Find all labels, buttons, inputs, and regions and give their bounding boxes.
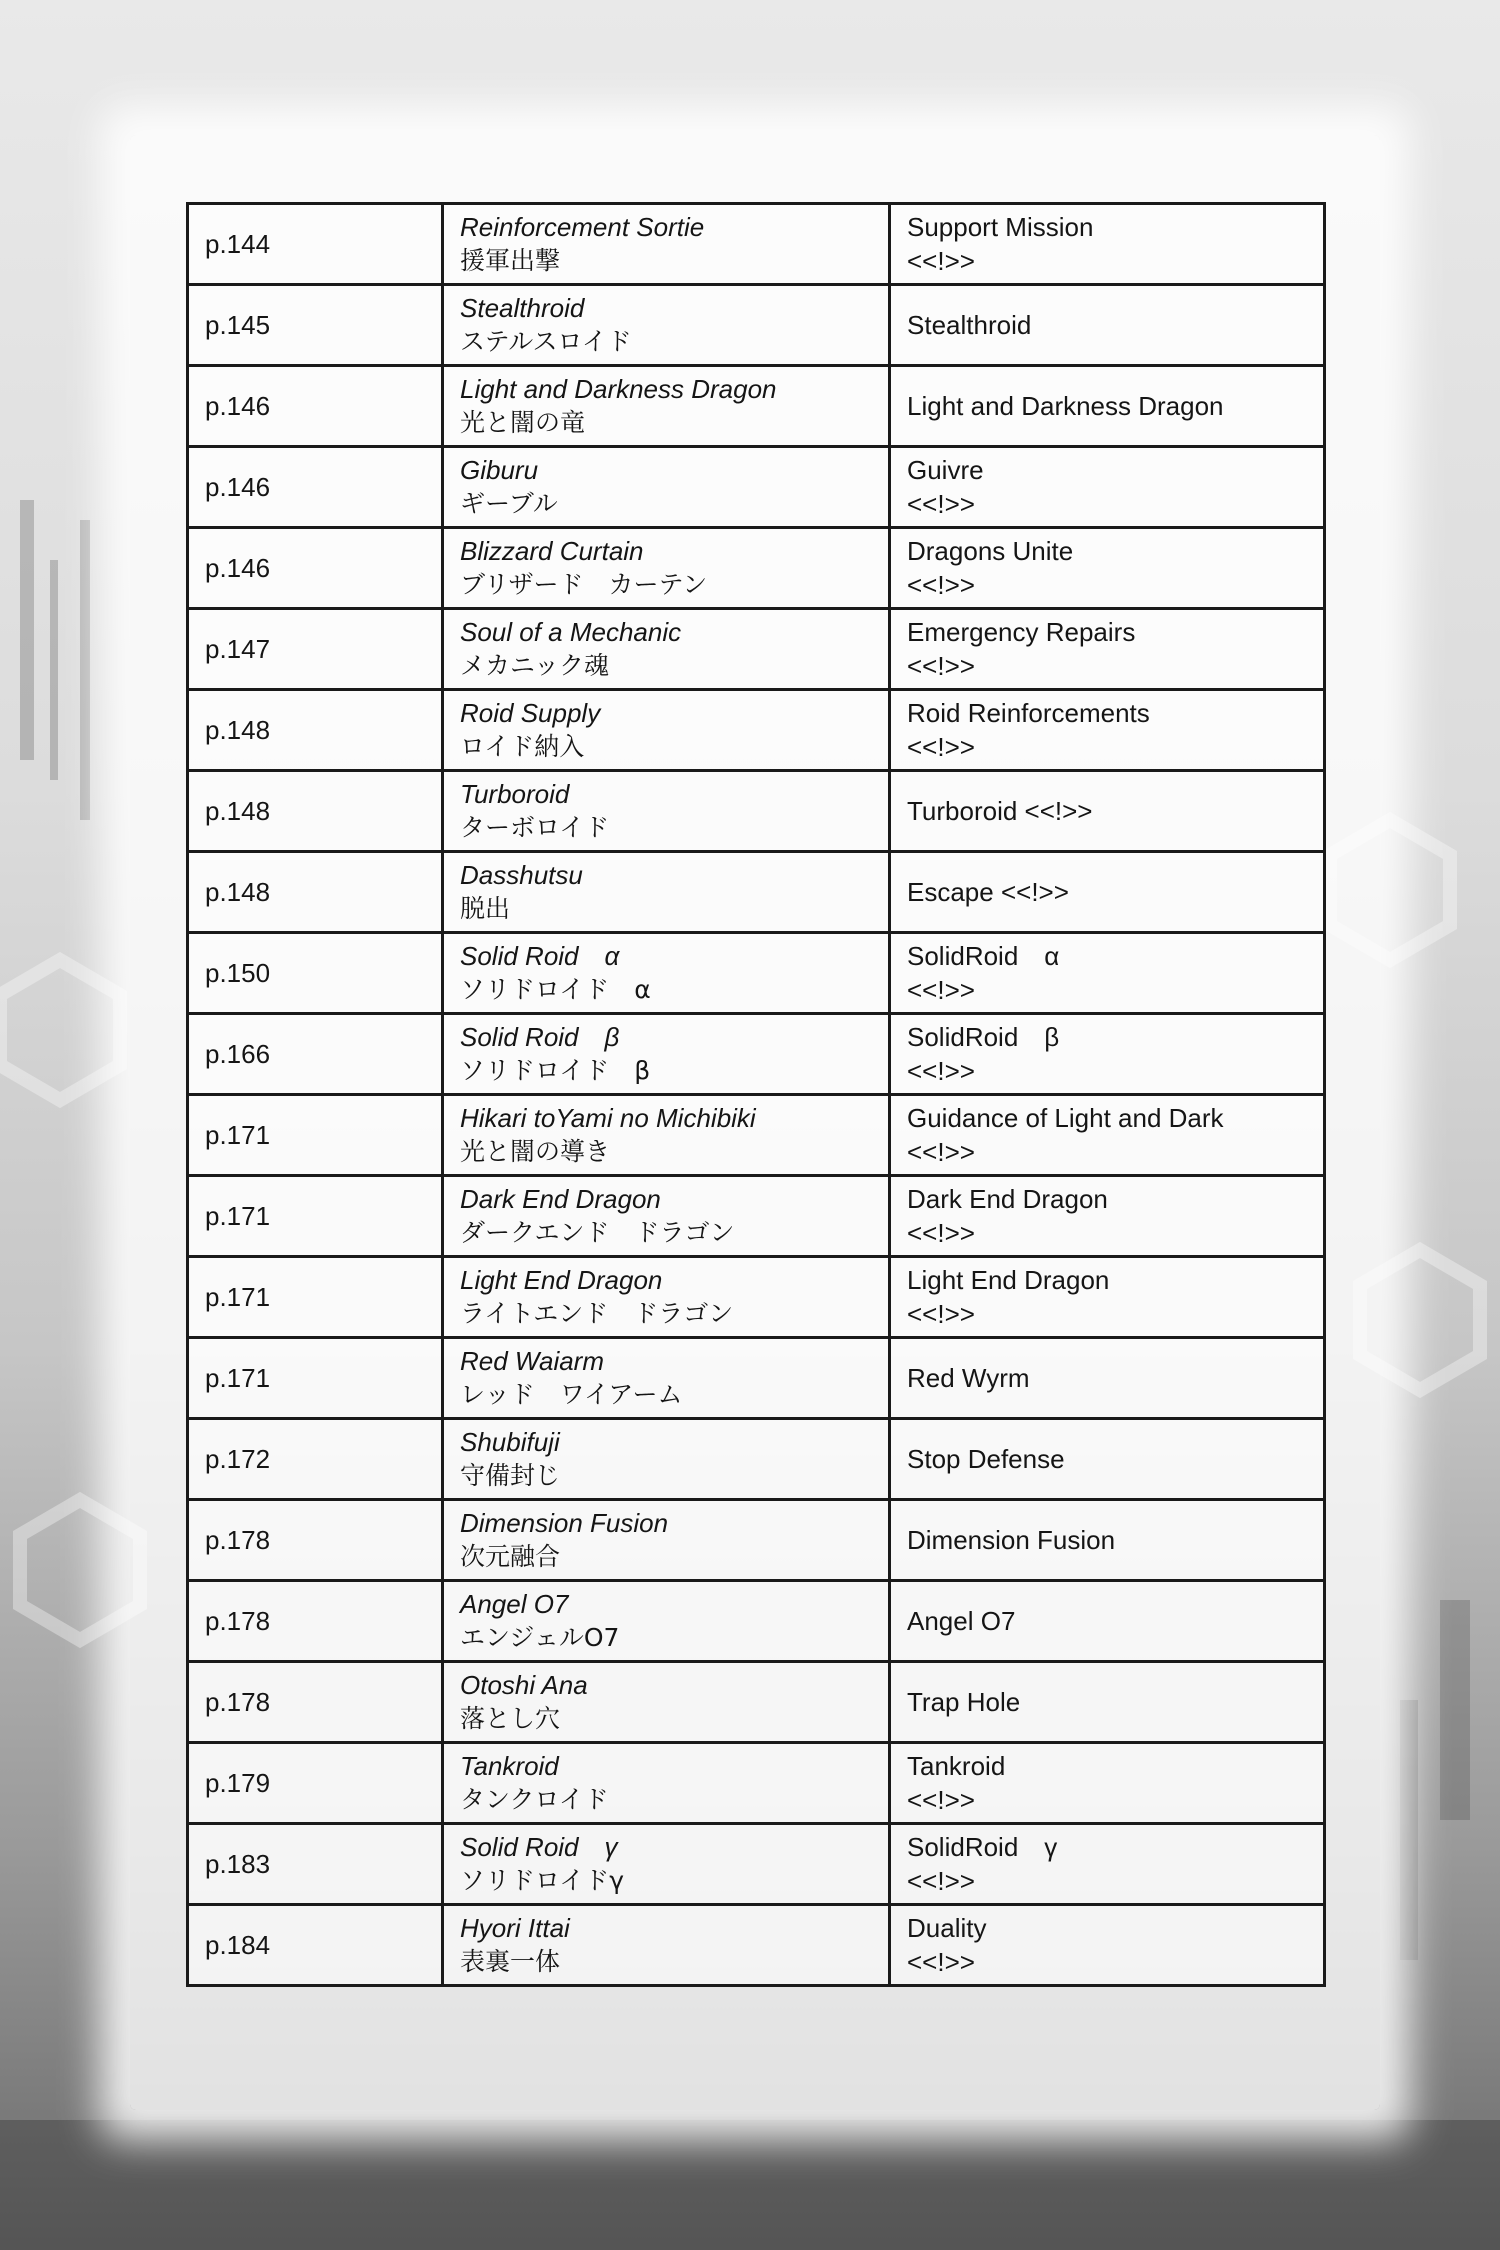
- page-cell: [188, 204, 443, 285]
- page-number: p.150: [205, 958, 271, 988]
- translation-note: <<!>>: [907, 732, 975, 762]
- table-row: [188, 1014, 1325, 1095]
- japanese-term: メカニック魂: [460, 651, 610, 680]
- page-cell: [188, 1095, 443, 1176]
- japanese-term: ターボロイド: [460, 813, 610, 842]
- japanese-term: 表裏一体: [460, 1947, 561, 1976]
- translation-cell: [890, 1014, 1325, 1095]
- table-row: [188, 1176, 1325, 1257]
- page-number: p.146: [205, 391, 271, 421]
- table-row: [188, 771, 1325, 852]
- translated-term: Angel O7: [907, 1606, 1016, 1636]
- page-number: p.147: [205, 634, 271, 664]
- translated-term: Guivre: [907, 455, 984, 485]
- page-number: p.178: [205, 1606, 271, 1636]
- romaji-term: Dimension Fusion: [460, 1508, 669, 1538]
- translated-term: Emergency Repairs: [907, 617, 1136, 647]
- original-term-cell: [443, 1338, 890, 1419]
- page-cell: [188, 1500, 443, 1581]
- japanese-term: 次元融合: [460, 1542, 561, 1571]
- page-number: p.146: [205, 553, 271, 583]
- original-term-cell: [443, 1419, 890, 1500]
- translation-cell: [890, 285, 1325, 366]
- translated-term: Turboroid <<!>>: [907, 796, 1093, 826]
- translated-term: Escape <<!>>: [907, 877, 1069, 907]
- table-row: [188, 1662, 1325, 1743]
- page-number: p.178: [205, 1525, 271, 1555]
- translation-note: <<!>>: [907, 1866, 975, 1896]
- page-cell: [188, 366, 443, 447]
- page-number: p.183: [205, 1849, 271, 1879]
- page-cell: [188, 1338, 443, 1419]
- page-number: p.171: [205, 1201, 271, 1231]
- table-row: [188, 528, 1325, 609]
- original-term-cell: [443, 204, 890, 285]
- translation-note: <<!>>: [907, 1785, 975, 1815]
- japanese-term: ソリドロイドγ: [460, 1866, 625, 1895]
- translation-cell: [890, 366, 1325, 447]
- glossary-body: [188, 204, 1325, 1986]
- translation-cell: [890, 1905, 1325, 1986]
- page-cell: [188, 852, 443, 933]
- table-row: [188, 1581, 1325, 1662]
- romaji-term: Blizzard Curtain: [460, 536, 644, 566]
- original-term-cell: [443, 447, 890, 528]
- page-number: p.172: [205, 1444, 271, 1474]
- page-cell: [188, 1014, 443, 1095]
- page-cell: [188, 285, 443, 366]
- page-cell: [188, 609, 443, 690]
- translation-note: <<!>>: [907, 570, 975, 600]
- translated-term: Roid Reinforcements: [907, 698, 1150, 728]
- romaji-term: Angel O7: [460, 1589, 569, 1619]
- translation-cell: [890, 1095, 1325, 1176]
- table-row: [188, 609, 1325, 690]
- page-number: p.148: [205, 877, 271, 907]
- table-row: [188, 1743, 1325, 1824]
- original-term-cell: [443, 1176, 890, 1257]
- translated-term: Stop Defense: [907, 1444, 1065, 1474]
- translated-term: Stealthroid: [907, 310, 1032, 340]
- translation-cell: [890, 609, 1325, 690]
- original-term-cell: [443, 528, 890, 609]
- page-cell: [188, 690, 443, 771]
- romaji-term: Hikari toYami no Michibiki: [460, 1103, 756, 1133]
- table-row: [188, 204, 1325, 285]
- translated-term: Dragons Unite: [907, 536, 1074, 566]
- page-cell: [188, 933, 443, 1014]
- romaji-term: Shubifuji: [460, 1427, 560, 1457]
- romaji-term: Roid Supply: [460, 698, 601, 728]
- page-cell: [188, 1581, 443, 1662]
- translation-note: <<!>>: [907, 1137, 975, 1167]
- translated-term: Dimension Fusion: [907, 1525, 1116, 1555]
- original-term-cell: [443, 933, 890, 1014]
- translation-cell: [890, 1338, 1325, 1419]
- romaji-term: Soul of a Mechanic: [460, 617, 682, 647]
- glossary-table: [186, 202, 1326, 1987]
- page-cell: [188, 1743, 443, 1824]
- romaji-term: Otoshi Ana: [460, 1670, 588, 1700]
- original-term-cell: [443, 1014, 890, 1095]
- original-term-cell: [443, 852, 890, 933]
- translated-term: Trap Hole: [907, 1687, 1021, 1717]
- japanese-term: 援軍出撃: [460, 246, 561, 275]
- table-row: [188, 1338, 1325, 1419]
- translation-cell: [890, 204, 1325, 285]
- japanese-term: エンジェルO7: [460, 1623, 620, 1652]
- romaji-term: Solid Roid β: [460, 1022, 620, 1052]
- table-row: [188, 690, 1325, 771]
- translation-note: <<!>>: [907, 1218, 975, 1248]
- table-row: [188, 852, 1325, 933]
- table-row: [188, 1905, 1325, 1986]
- japanese-term: ソリドロイド α: [460, 975, 651, 1004]
- romaji-term: Solid Roid γ: [460, 1832, 618, 1862]
- table-row: [188, 933, 1325, 1014]
- romaji-term: Turboroid: [460, 779, 570, 809]
- romaji-term: Tankroid: [460, 1751, 559, 1781]
- page-cell: [188, 1905, 443, 1986]
- translation-note: <<!>>: [907, 246, 975, 276]
- translated-term: Light End Dragon: [907, 1265, 1110, 1295]
- translation-cell: [890, 1257, 1325, 1338]
- original-term-cell: [443, 285, 890, 366]
- translation-note: <<!>>: [907, 1299, 975, 1329]
- original-term-cell: [443, 1662, 890, 1743]
- translation-note: <<!>>: [907, 489, 975, 519]
- translation-cell: [890, 528, 1325, 609]
- table-row: [188, 285, 1325, 366]
- page-number: p.166: [205, 1039, 271, 1069]
- japanese-term: ステルスロイド: [460, 327, 632, 356]
- page-cell: [188, 447, 443, 528]
- translation-cell: [890, 1176, 1325, 1257]
- page-number: p.171: [205, 1363, 271, 1393]
- translation-note: <<!>>: [907, 975, 975, 1005]
- page-cell: [188, 1176, 443, 1257]
- page-cell: [188, 528, 443, 609]
- romaji-term: Light End Dragon: [460, 1265, 663, 1295]
- translation-note: <<!>>: [907, 1056, 975, 1086]
- japanese-term: ライトエンド ドラゴン: [460, 1299, 734, 1328]
- original-term-cell: [443, 609, 890, 690]
- translation-cell: [890, 447, 1325, 528]
- original-term-cell: [443, 1581, 890, 1662]
- table-row: [188, 1824, 1325, 1905]
- translated-term: Tankroid: [907, 1751, 1006, 1781]
- translation-note: <<!>>: [907, 1947, 975, 1977]
- romaji-term: Hyori Ittai: [460, 1913, 570, 1943]
- original-term-cell: [443, 1257, 890, 1338]
- page-cell: [188, 1257, 443, 1338]
- romaji-term: Reinforcement Sortie: [460, 212, 705, 242]
- translation-note: <<!>>: [907, 651, 975, 681]
- page-number: p.171: [205, 1282, 271, 1312]
- translated-term: SolidRoid γ: [907, 1832, 1058, 1862]
- page-number: p.178: [205, 1687, 271, 1717]
- original-term-cell: [443, 1743, 890, 1824]
- translated-term: Red Wyrm: [907, 1363, 1030, 1393]
- page-number: p.148: [205, 715, 271, 745]
- original-term-cell: [443, 690, 890, 771]
- translation-cell: [890, 1419, 1325, 1500]
- translation-cell: [890, 852, 1325, 933]
- original-term-cell: [443, 1905, 890, 1986]
- translation-cell: [890, 690, 1325, 771]
- page-cell: [188, 1662, 443, 1743]
- original-term-cell: [443, 1500, 890, 1581]
- japanese-term: 守備封じ: [460, 1461, 561, 1490]
- translation-cell: [890, 1824, 1325, 1905]
- page-number: p.184: [205, 1930, 271, 1960]
- translated-term: Dark End Dragon: [907, 1184, 1108, 1214]
- japanese-term: 光と闇の竜: [460, 408, 586, 437]
- page-number: p.145: [205, 310, 271, 340]
- japanese-term: レッド ワイアーム: [460, 1380, 683, 1409]
- japanese-term: ダークエンド ドラゴン: [460, 1218, 735, 1247]
- original-term-cell: [443, 771, 890, 852]
- japanese-term: 光と闇の導き: [460, 1137, 611, 1166]
- translation-cell: [890, 1500, 1325, 1581]
- page-number: p.144: [205, 229, 271, 259]
- romaji-term: Solid Roid α: [460, 941, 620, 971]
- original-term-cell: [443, 1824, 890, 1905]
- translated-term: Guidance of Light and Dark: [907, 1103, 1224, 1133]
- page-number: p.171: [205, 1120, 271, 1150]
- translation-cell: [890, 1662, 1325, 1743]
- translated-term: Light and Darkness Dragon: [907, 391, 1224, 421]
- table-row: [188, 1095, 1325, 1176]
- translated-term: Support Mission: [907, 212, 1094, 242]
- translated-term: Duality: [907, 1913, 987, 1943]
- japanese-term: ロイド納入: [460, 732, 585, 761]
- romaji-term: Giburu: [460, 455, 539, 485]
- translation-cell: [890, 771, 1325, 852]
- page-number: p.146: [205, 472, 271, 502]
- translation-cell: [890, 1743, 1325, 1824]
- translated-term: SolidRoid α: [907, 941, 1060, 971]
- table-row: [188, 1419, 1325, 1500]
- page-number: p.148: [205, 796, 271, 826]
- romaji-term: Red Waiarm: [460, 1346, 605, 1376]
- romaji-term: Dasshutsu: [460, 860, 583, 890]
- japanese-term: ギーブル: [460, 489, 558, 518]
- table-row: [188, 1500, 1325, 1581]
- japanese-term: ソリドロイド β: [460, 1056, 651, 1085]
- translation-cell: [890, 933, 1325, 1014]
- translation-cell: [890, 1581, 1325, 1662]
- japanese-term: 脱出: [460, 894, 511, 923]
- table-row: [188, 366, 1325, 447]
- original-term-cell: [443, 1095, 890, 1176]
- japanese-term: 落とし穴: [460, 1704, 561, 1733]
- original-term-cell: [443, 366, 890, 447]
- romaji-term: Stealthroid: [460, 293, 585, 323]
- japanese-term: ブリザード カーテン: [460, 570, 708, 599]
- page-number: p.179: [205, 1768, 271, 1798]
- translated-term: SolidRoid β: [907, 1022, 1060, 1052]
- table-row: [188, 1257, 1325, 1338]
- page-cell: [188, 1419, 443, 1500]
- romaji-term: Dark End Dragon: [460, 1184, 661, 1214]
- japanese-term: タンクロイド: [460, 1785, 609, 1814]
- table-row: [188, 447, 1325, 528]
- romaji-term: Light and Darkness Dragon: [460, 374, 777, 404]
- page-cell: [188, 771, 443, 852]
- page-cell: [188, 1824, 443, 1905]
